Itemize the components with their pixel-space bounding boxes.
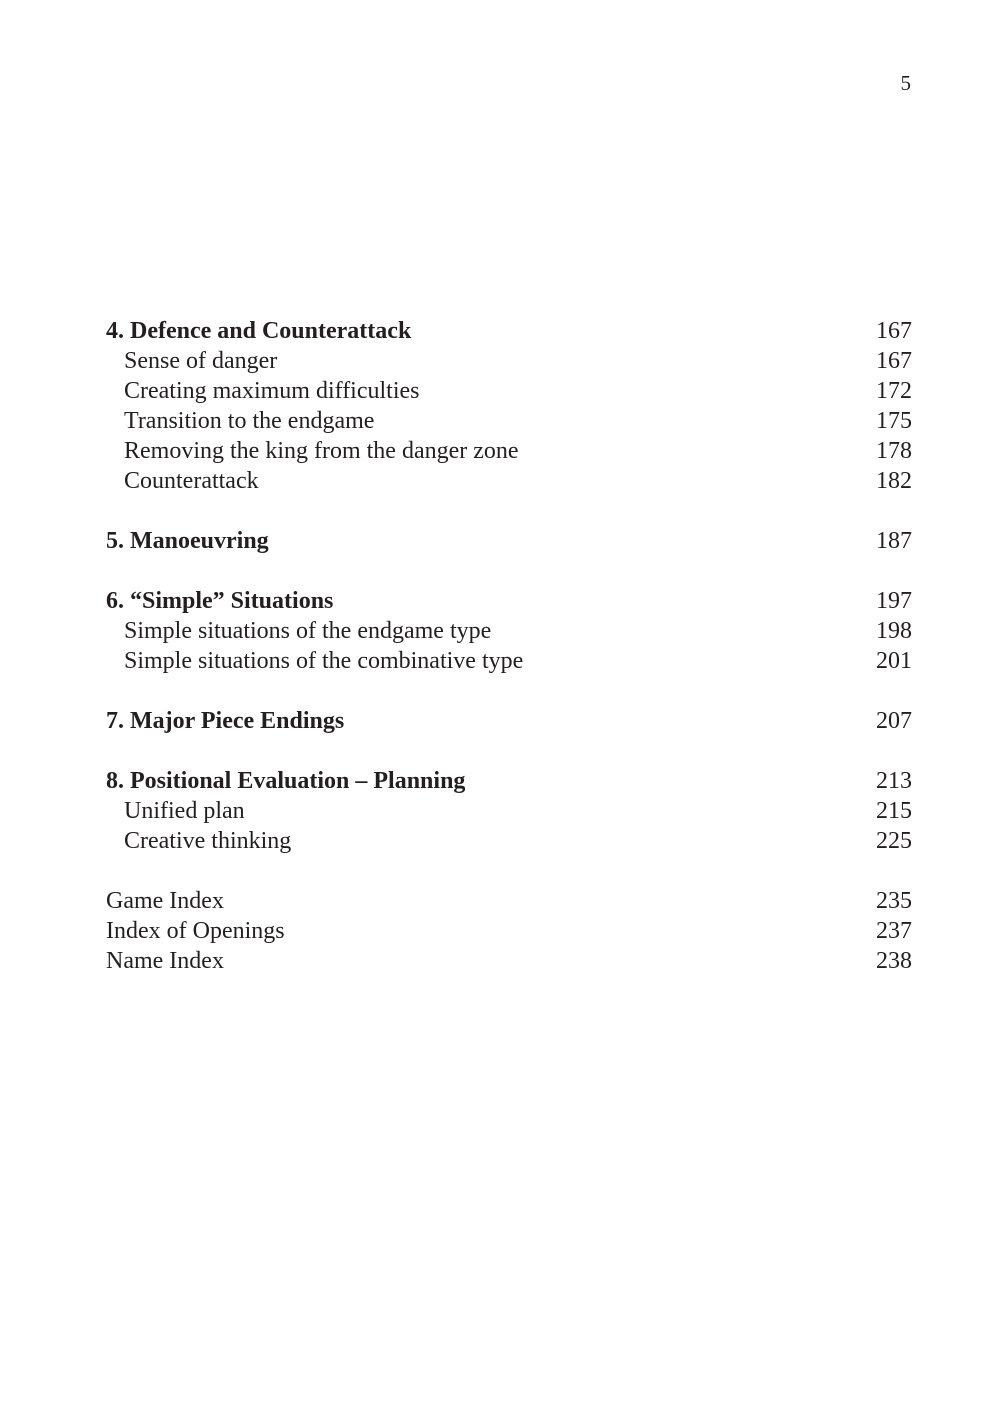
subsection-title: Creative thinking <box>124 828 292 854</box>
chapter-title: 4. Defence and Counterattack <box>106 318 412 344</box>
index-page-number: 235 <box>876 888 912 914</box>
chapter-entry[interactable] <box>106 526 912 556</box>
index-title: Index of Openings <box>106 918 285 944</box>
chapter-entry[interactable] <box>106 586 912 616</box>
chapter-title: 6. “Simple” Situations <box>106 588 334 614</box>
subsection-page-number: 175 <box>876 408 912 434</box>
chapter-entry[interactable] <box>106 706 912 736</box>
index-title: Game Index <box>106 888 224 914</box>
toc-section-4 <box>106 316 912 496</box>
subsection-entry[interactable] <box>106 646 912 676</box>
table-of-contents <box>106 316 912 1006</box>
subsection-title: Creating maximum difficulties <box>124 378 420 404</box>
chapter-page-number: 213 <box>876 768 912 794</box>
subsection-entry[interactable] <box>106 436 912 466</box>
subsection-entry[interactable] <box>106 376 912 406</box>
chapter-title: 5. Manoeuvring <box>106 528 269 554</box>
subsection-title: Simple situations of the combinative type <box>124 648 524 674</box>
subsection-page-number: 167 <box>876 348 912 374</box>
toc-section-5 <box>106 526 912 556</box>
toc-section-8 <box>106 766 912 856</box>
chapter-page-number: 187 <box>876 528 912 554</box>
chapter-page-number: 207 <box>876 708 912 734</box>
subsection-entry[interactable] <box>106 406 912 436</box>
subsection-page-number: 215 <box>876 798 912 824</box>
subsection-title: Sense of danger <box>124 348 278 374</box>
chapter-page-number: 167 <box>876 318 912 344</box>
subsection-title: Counterattack <box>124 468 259 494</box>
subsection-entry[interactable] <box>106 616 912 646</box>
toc-indexes <box>106 886 912 976</box>
subsection-page-number: 198 <box>876 618 912 644</box>
subsection-title: Transition to the endgame <box>124 408 375 434</box>
subsection-page-number: 182 <box>876 468 912 494</box>
chapter-entry[interactable] <box>106 766 912 796</box>
index-entry[interactable] <box>106 946 912 976</box>
subsection-page-number: 172 <box>876 378 912 404</box>
index-page-number: 237 <box>876 918 912 944</box>
chapter-page-number: 197 <box>876 588 912 614</box>
subsection-page-number: 225 <box>876 828 912 854</box>
page-number: 5 <box>900 71 911 95</box>
subsection-page-number: 178 <box>876 438 912 464</box>
subsection-entry[interactable] <box>106 796 912 826</box>
toc-section-6 <box>106 586 912 676</box>
index-entry[interactable] <box>106 916 912 946</box>
subsection-entry[interactable] <box>106 466 912 496</box>
chapter-title: 7. Major Piece Endings <box>106 708 345 734</box>
subsection-title: Removing the king from the danger zone <box>124 438 519 464</box>
chapter-title: 8. Positional Evaluation – Planning <box>106 768 466 794</box>
chapter-entry[interactable] <box>106 316 912 346</box>
subsection-title: Unified plan <box>124 798 245 824</box>
subsection-title: Simple situations of the endgame type <box>124 618 492 644</box>
toc-section-7 <box>106 706 912 736</box>
index-page-number: 238 <box>876 948 912 974</box>
index-title: Name Index <box>106 948 224 974</box>
subsection-entry[interactable] <box>106 346 912 376</box>
index-entry[interactable] <box>106 886 912 916</box>
subsection-page-number: 201 <box>876 648 912 674</box>
subsection-entry[interactable] <box>106 826 912 856</box>
